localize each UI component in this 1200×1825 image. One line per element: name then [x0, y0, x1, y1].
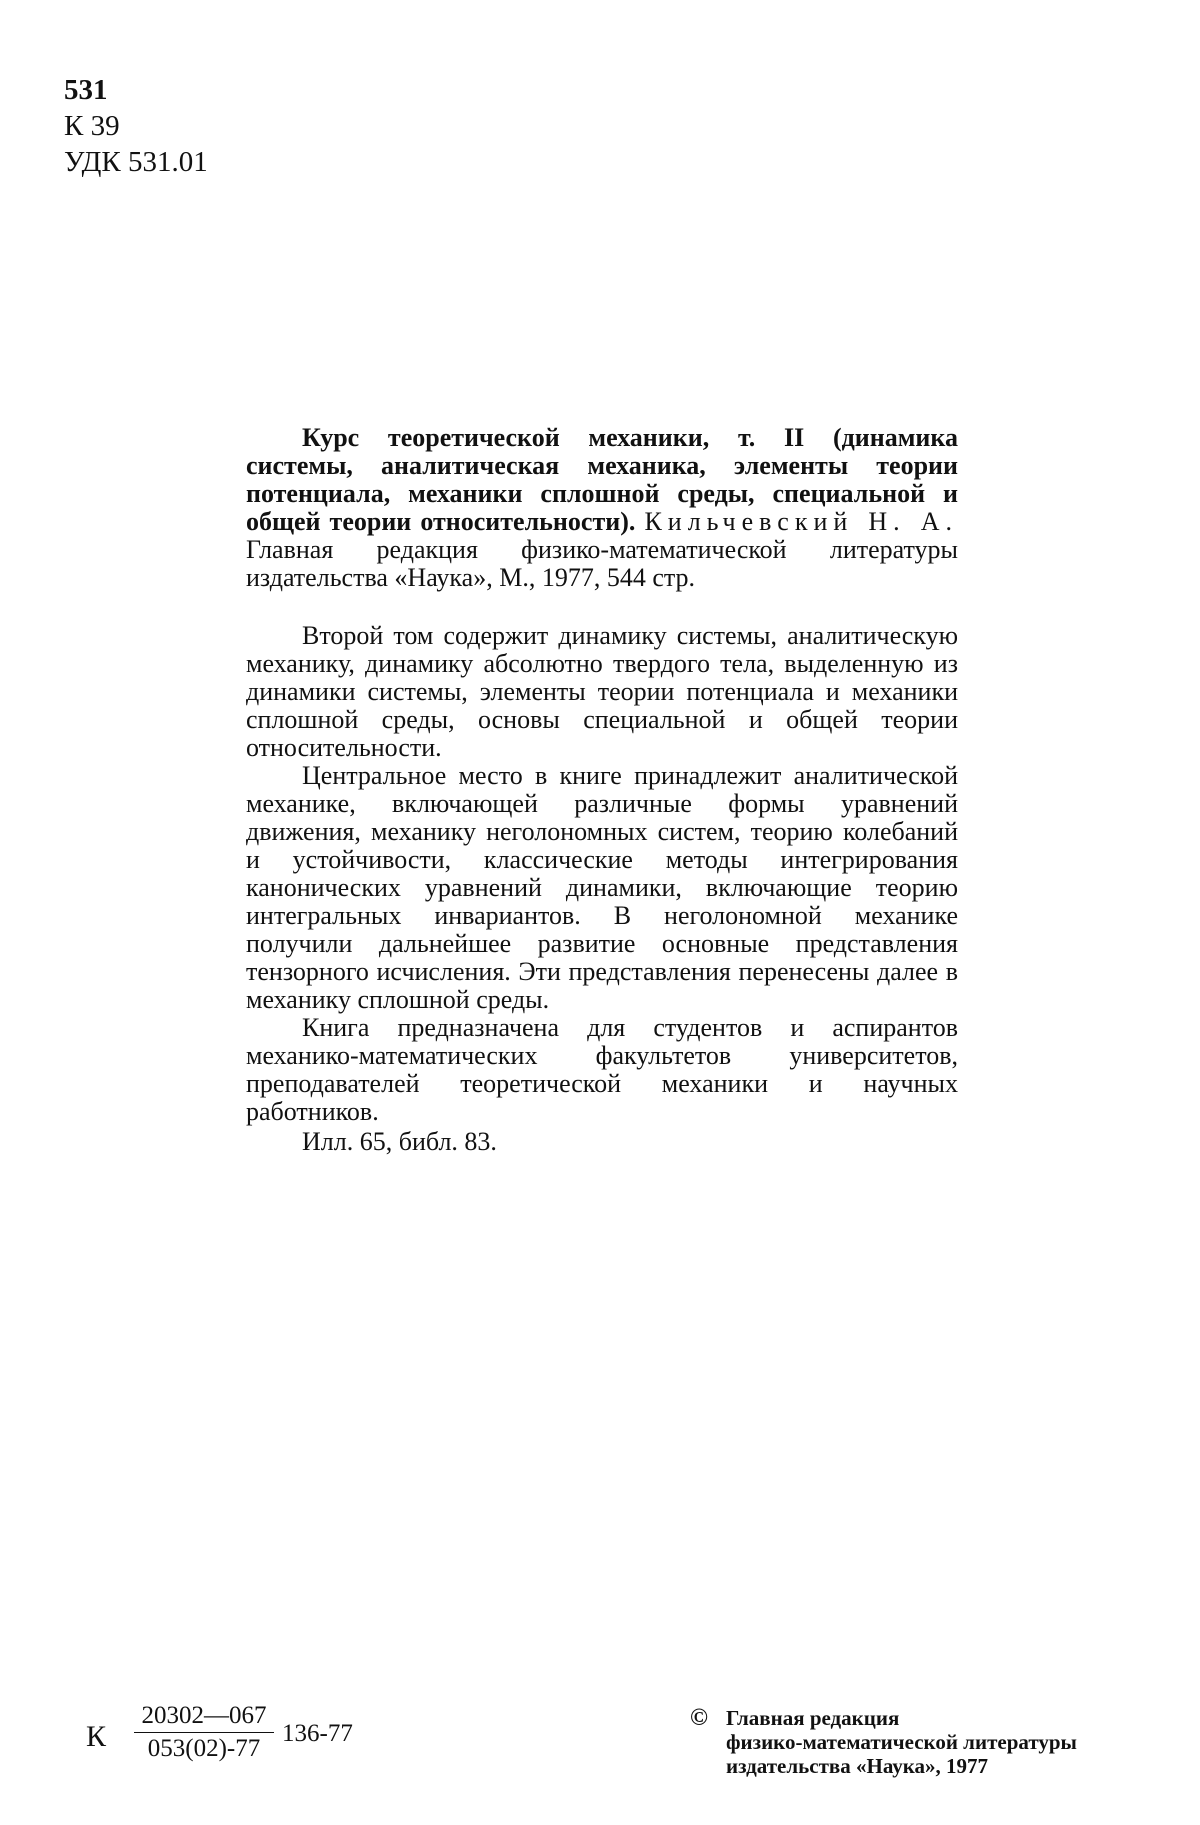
copyright-line: Главная редакция: [726, 1706, 900, 1730]
annotation-paragraph: Центральное место в книге принадлежит аналитической механике, включающей различные формы уравнений движения, механику неголономных систем, теорию колебаний и устойчивости, классические методы интегрирования канонических уравнений динамики, включающие теорию интегральных инвариантов. В неголономной механике получили дальнейшее развитие основные представления тензорного исчисления. Эти представления перенесены далее в механику сплошной среды.: [246, 761, 958, 1014]
bibliographic-publisher: Главная редакция физико-математической литературы издательства «Наука», М., 1977, 544 стр.: [246, 535, 958, 592]
copyright-lines: [726, 1706, 1077, 1778]
copyright-line: физико-математической литературы: [726, 1730, 1077, 1754]
copyright-icon: ©: [690, 1705, 708, 1731]
udk-code: УДК 531.01: [64, 146, 208, 178]
copyright-line: издательства «Наука», 1977: [726, 1754, 989, 1778]
illustrations-count: Илл. 65, библ. 83.: [302, 1127, 497, 1156]
annotation-paragraph: Второй том содержит динамику системы, аналитическую механику, динамику абсолютно твердого тела, выделенную из динамики системы, элементы теории потенциала и механики сплошной среды, основы специальной и общей теории относительности.: [246, 621, 958, 762]
classification-code: 531: [64, 74, 108, 106]
pricing-code-denominator: 053(02)-77: [147, 1735, 261, 1762]
pricing-code: [86, 1702, 406, 1802]
pricing-code-numerator: 20302—067: [134, 1702, 274, 1733]
bibliographic-author: Кильчевский Н. А.: [644, 507, 959, 536]
pricing-code-letter: К: [86, 1720, 107, 1753]
annotation-block: [246, 424, 958, 1156]
pricing-code-suffix: 136-77: [282, 1720, 353, 1747]
author-sign: К 39: [64, 110, 120, 142]
pricing-code-fraction: [134, 1702, 274, 1763]
classification-block: [64, 72, 208, 180]
bibliographic-description: [246, 424, 958, 592]
bibliographic-title: Курс теоретической механики, т. II (динамика системы, аналитическая механика, элементы теории потенциала, механики сплошной среды, специальной и общей теории относительности).: [246, 423, 958, 536]
annotation-paragraph: Книга предназначена для студентов и аспирантов механико-математических факультетов университетов, преподавателей теоретической механики и научных работников.: [246, 1013, 958, 1126]
